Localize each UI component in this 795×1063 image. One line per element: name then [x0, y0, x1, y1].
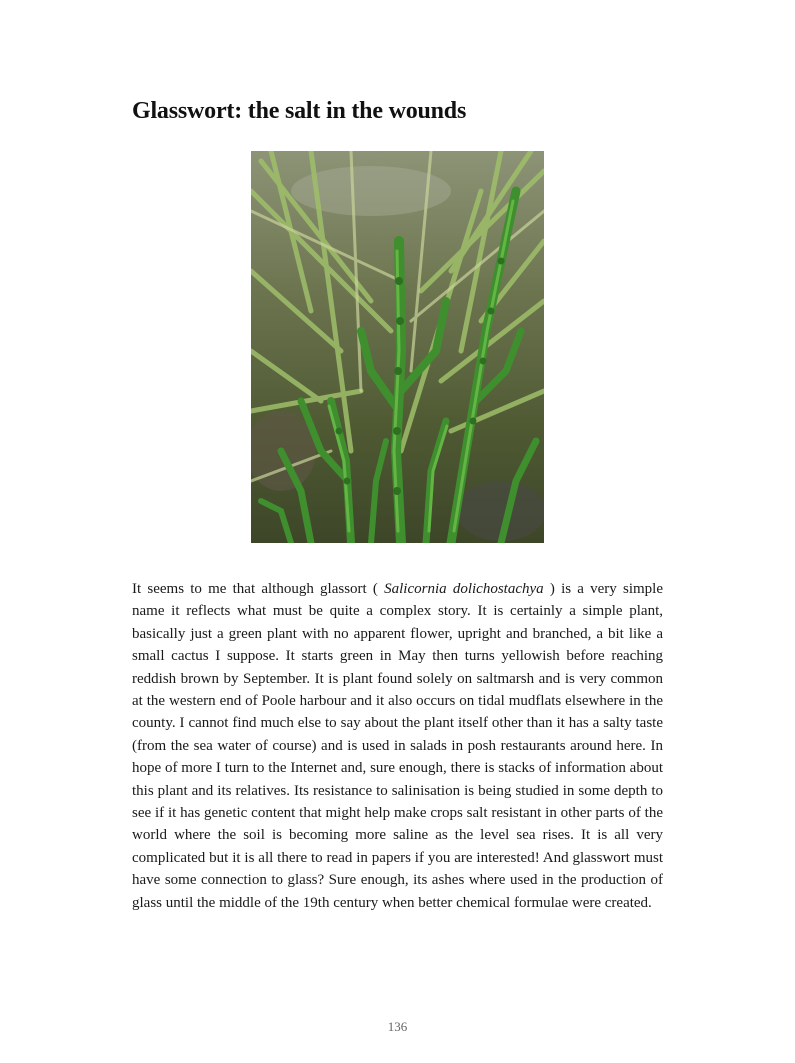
page-title: Glasswort: the salt in the wounds — [132, 98, 467, 124]
page-number: 136 — [387, 1019, 408, 1034]
glasswort-photo — [251, 151, 544, 543]
species-name: Salicornia dolichostachya — [384, 581, 544, 597]
article-paragraph — [132, 578, 663, 914]
mud-patch — [456, 481, 544, 541]
article-text: ) is a very simple name it reflects what must be quite a complex story. It is certainly a simple plant, basically just a green plant with no apparent flower, upright and branched, a bit like a small cactus I suppose. It starts green in May then turns yellowish before reaching reddish brown by September. It is plant found solely on saltmarsh and is very common at the western end of Poole harbour and it also occurs on tidal mudflats elsewhere in the county. I cannot find much else to say about the plant itself other than it has a salty taste (from the sea water of course) and is used in salads in posh restaurants around here. In hope of more I turn to the Internet and, sure enough, there is stacks of information about this plant and its relatives. Its resistance to salinisation is being studied in some depth to see if it has genetic content that might help make crops salt resistant in other parts of the world where the soil is becoming more saline as the level sea rises. It is all very complicated but it is all there to read in papers if you are interested! And glasswort must have some connection to glass? Sure enough, its ashes where used in the production of glass until the middle of the 19th century when better chemical formulae were created. — [132, 581, 664, 911]
glasswort-illustration — [251, 151, 544, 543]
article-intro: It seems to me that although glassort ( — [132, 581, 385, 597]
